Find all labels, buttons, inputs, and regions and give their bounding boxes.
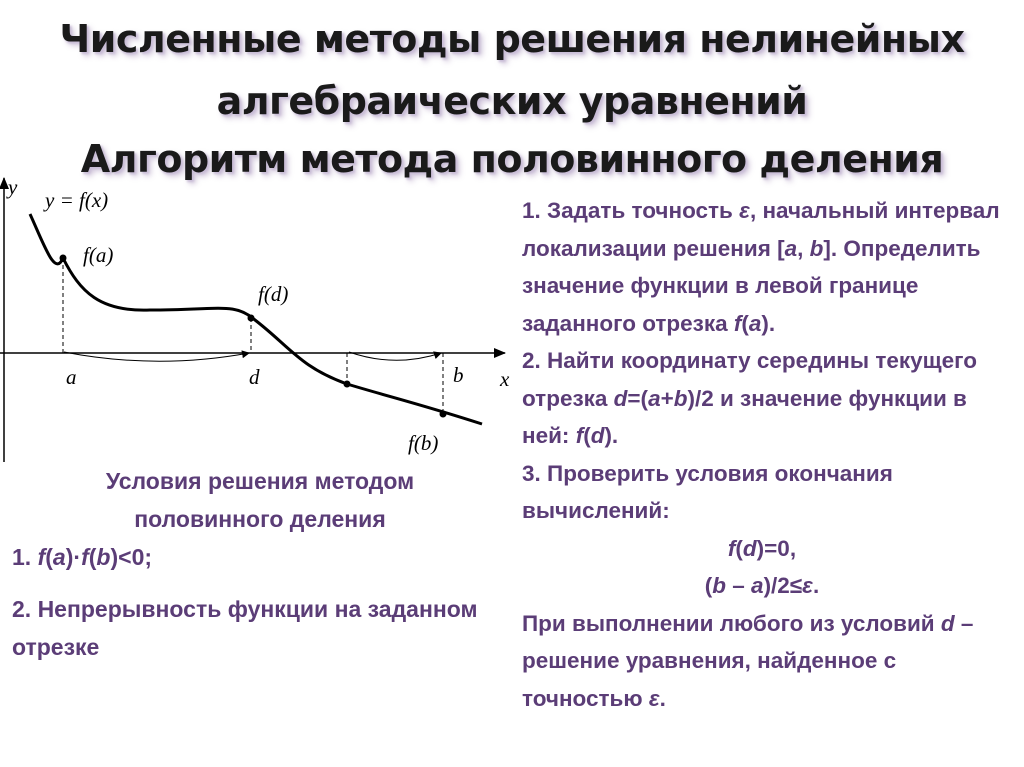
conditions-title: Условия решения методом половинного деления <box>105 468 415 532</box>
fd-label: f(d) <box>258 282 289 306</box>
slide-title-line-1: Численные методы решения нелинейных <box>59 17 965 61</box>
step-1: 1. Задать точность ε, начальный интервал локализации решения [a, b]. Определить значение функции в левой границе заданного отрезка f(a). <box>522 198 1000 336</box>
slide-title-line-2: алгебраических уравнений <box>216 79 808 123</box>
b-label: b <box>453 363 464 387</box>
step-3: 3. Проверить условия окончания вычислений: <box>522 460 893 523</box>
a-label: a <box>66 365 77 389</box>
point-fd <box>248 315 255 322</box>
stop-condition-2: (b – a)/2≤ε. <box>704 573 820 598</box>
y-axis-label: y <box>8 175 18 199</box>
point-fb <box>440 411 447 418</box>
point-fa <box>60 255 67 262</box>
fa-label: f(a) <box>83 243 114 267</box>
algorithm-steps <box>522 192 1002 717</box>
slide-subtitle: Алгоритм метода половинного деления <box>80 137 944 181</box>
step-2: 2. Найти координату середины текущего отрезка d=(a+b)/2 и значение функции в ней: f(d). <box>522 348 977 448</box>
d-label: d <box>249 365 260 389</box>
bisection-graph <box>0 172 515 462</box>
stop-condition-1: f(d)=0, <box>727 535 797 561</box>
x-axis-label: x <box>500 367 510 391</box>
point-mid <box>344 381 351 388</box>
condition-1: 1. f(a)·f(b)<0; <box>12 544 153 570</box>
condition-2: 2. Непрерывность функции на заданном отрезке <box>12 596 478 660</box>
curve-label: y = f(x) <box>45 188 109 212</box>
step-result: При выполнении любого из условий d – решение уравнения, найденное с точностью ε. <box>522 610 974 711</box>
fb-label: f(b) <box>408 431 439 455</box>
